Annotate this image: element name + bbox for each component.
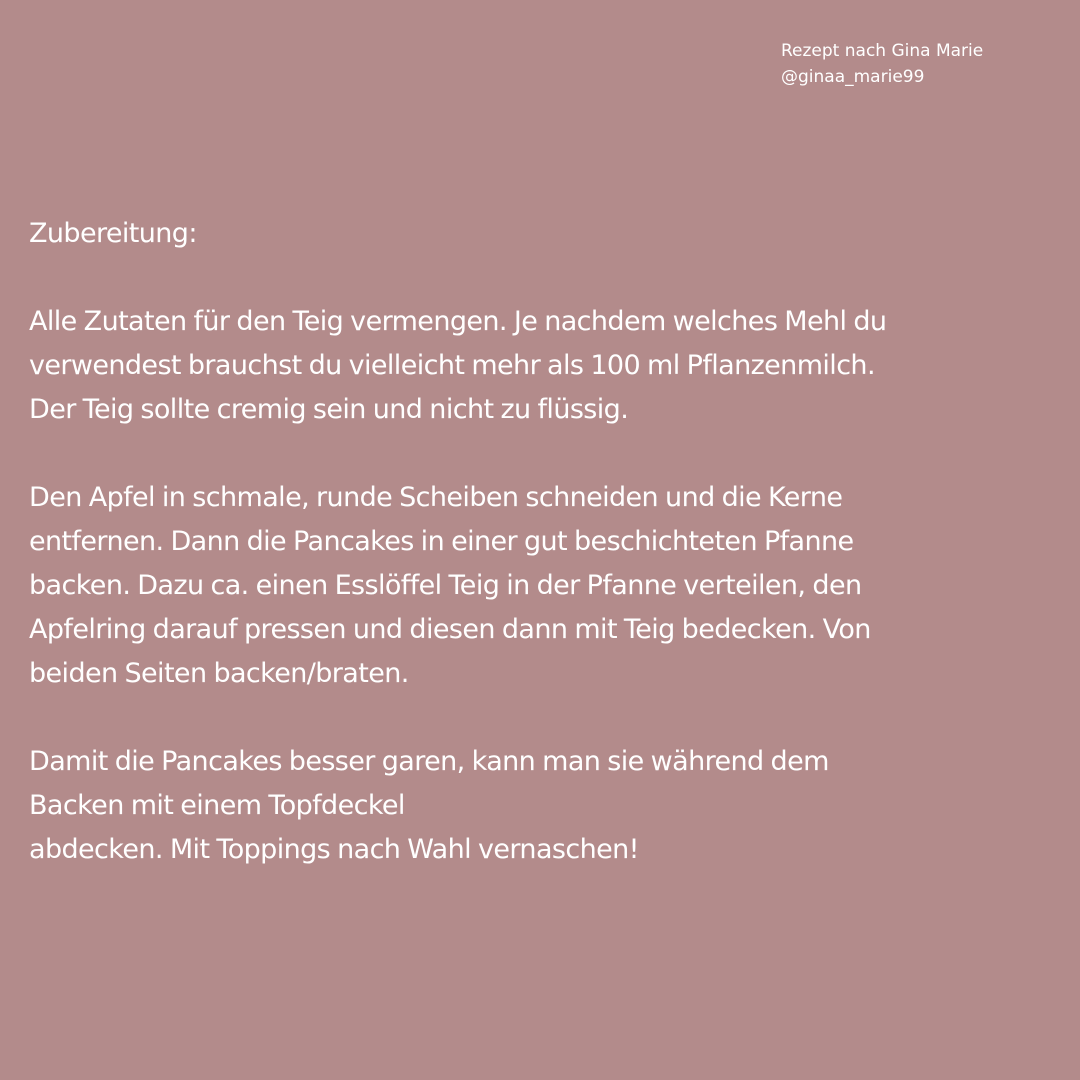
text-line: Damit die Pancakes besser garen, kann man sie während dem xyxy=(29,746,829,777)
preparation-heading: Zubereitung: xyxy=(29,218,197,249)
text-line: backen. Dazu ca. einen Esslöffel Teig in der Pfanne verteilen, den xyxy=(29,570,862,601)
credit-handle: @ginaa_marie99 xyxy=(781,67,925,87)
text-line: Backen mit einem Topfdeckel xyxy=(29,790,405,821)
text-line: beiden Seiten backen/braten. xyxy=(29,658,409,689)
text-line: verwendest brauchst du vielleicht mehr als 100 ml Pflanzenmilch. xyxy=(29,350,875,381)
text-line: entfernen. Dann die Pancakes in einer gut beschichteten Pfanne xyxy=(29,526,854,557)
paragraph-baking xyxy=(29,476,1059,696)
text-line: Den Apfel in schmale, runde Scheiben schneiden und die Kerne xyxy=(29,482,843,513)
text-line: Der Teig sollte cremig sein und nicht zu flüssig. xyxy=(29,394,629,425)
text-line: abdecken. Mit Toppings nach Wahl vernaschen! xyxy=(29,834,639,865)
preparation-text xyxy=(29,212,1059,916)
text-line: Apfelring darauf pressen und diesen dann mit Teig bedecken. Von xyxy=(29,614,871,645)
recipe-credit xyxy=(781,38,983,90)
paragraph-tips xyxy=(29,740,1059,872)
credit-author: Rezept nach Gina Marie xyxy=(781,41,984,61)
paragraph-mixing xyxy=(29,300,1059,432)
text-line: Alle Zutaten für den Teig vermengen. Je nachdem welches Mehl du xyxy=(29,306,887,337)
